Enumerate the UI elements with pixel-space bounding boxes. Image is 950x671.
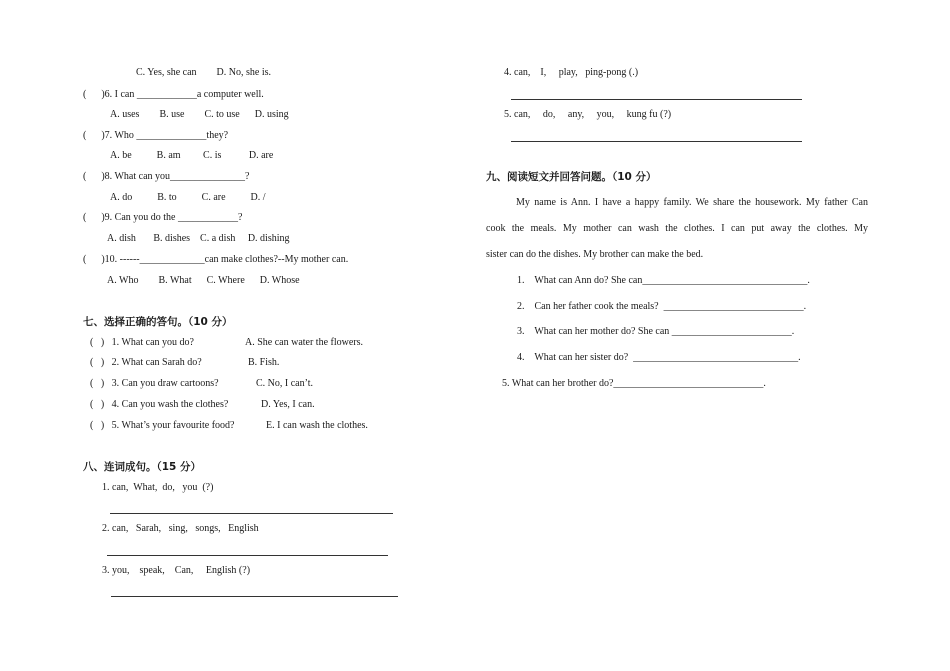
q7-question: ( )7. Who ______________they? xyxy=(83,130,229,141)
section-9-title: 九、阅读短文并回答问题。（10 分） xyxy=(486,171,657,183)
sec7-question-2: ( ) 2. What can Sarah do? xyxy=(90,357,202,368)
reading-question-5: 5. What can her brother do?______________________________. xyxy=(502,378,766,389)
q9-options: A. dish B. dishes C. a dish D. dishing xyxy=(107,233,290,244)
q6-question: ( )6. I can ____________a computer well. xyxy=(83,89,264,100)
sec7-answer-c: C. No, I can’t. xyxy=(256,378,314,389)
answer-line[interactable] xyxy=(107,555,388,556)
sec8-item-5: 5. can, do, any, you, kung fu (?) xyxy=(504,109,672,120)
sec8-item-3: 3. you, speak, Can, English (?) xyxy=(102,565,251,576)
q5-options: C. Yes, she can D. No, she is. xyxy=(136,67,271,78)
q10-options: A. Who B. What C. Where D. Whose xyxy=(107,275,300,286)
passage-line-1: My name is Ann. I have a happy family. We share the housework. My father Can xyxy=(516,197,868,208)
q6-options: A. uses B. use C. to use D. using xyxy=(110,109,289,120)
reading-question-2: 2. Can her father cook the meals? ____________________________. xyxy=(517,301,807,312)
section-8-title: 八、连词成句。（15 分） xyxy=(83,461,202,473)
q9-question: ( )9. Can you do the ____________? xyxy=(83,212,243,223)
reading-question-3: 3. What can her mother do? She can ________________________. xyxy=(517,326,795,337)
sec8-item-1: 1. can, What, do, you (?) xyxy=(102,482,214,493)
answer-line[interactable] xyxy=(110,513,393,514)
sec7-question-4: ( ) 4. Can you wash the clothes? xyxy=(90,399,229,410)
q10-question: ( )10. ------_____________can make clothes?--My mother can. xyxy=(83,254,349,265)
passage-line-2: cook the meals. My mother can wash the clothes. I can put away the clothes. My xyxy=(486,223,868,234)
q8-question: ( )8. What can you_______________? xyxy=(83,171,250,182)
sec8-item-4: 4. can, I, play, ping-pong (.) xyxy=(504,67,639,78)
q8-options: A. do B. to C. are D. / xyxy=(110,192,266,203)
passage-line-3: sister can do the dishes. My brother can make the bed. xyxy=(486,249,704,260)
sec8-item-2: 2. can, Sarah, sing, songs, English xyxy=(102,523,259,534)
reading-question-1: 1. What can Ann do? She can_________________________________. xyxy=(517,275,810,286)
sec7-question-3: ( ) 3. Can you draw cartoons? xyxy=(90,378,219,389)
answer-line[interactable] xyxy=(511,141,802,142)
answer-line[interactable] xyxy=(511,99,802,100)
sec7-answer-b: B. Fish. xyxy=(248,357,280,368)
section-7-title: 七、选择正确的答句。（10 分） xyxy=(83,316,233,328)
answer-line[interactable] xyxy=(111,596,398,597)
sec7-answer-a: A. She can water the flowers. xyxy=(245,337,364,348)
sec7-answer-d: D. Yes, I can. xyxy=(261,399,315,410)
sec7-question-1: ( ) 1. What can you do? xyxy=(90,337,194,348)
q7-options: A. be B. am C. is D. are xyxy=(110,150,274,161)
sec7-answer-e: E. I can wash the clothes. xyxy=(266,420,368,431)
sec7-question-5: ( ) 5. What’s your favourite food? xyxy=(90,420,235,431)
reading-question-4: 4. What can her sister do? _________________________________. xyxy=(517,352,801,363)
